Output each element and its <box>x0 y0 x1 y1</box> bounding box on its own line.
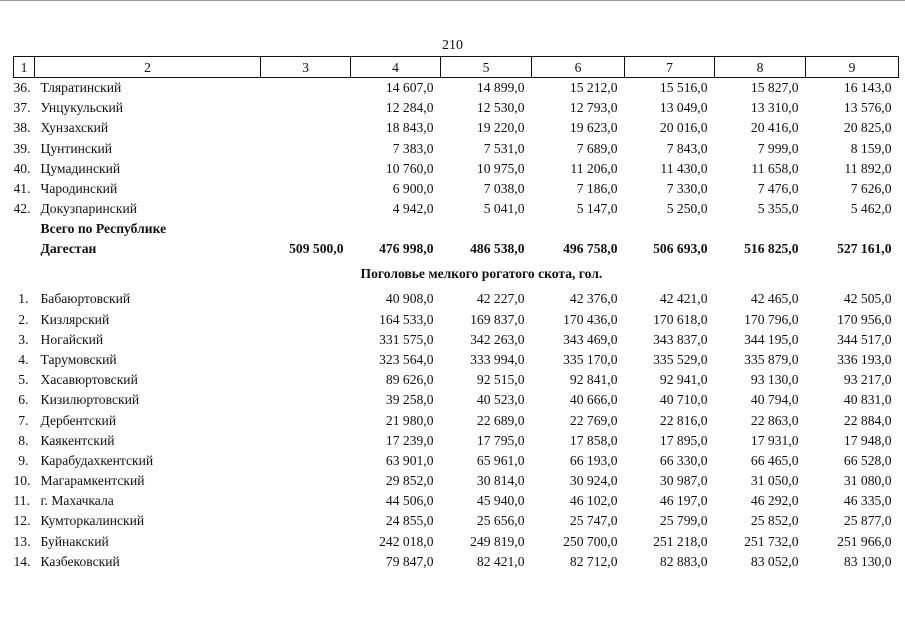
value-cell <box>261 532 351 552</box>
value-cell <box>261 179 351 199</box>
row-number: 40. <box>13 160 31 176</box>
value-cell: 170 618,0 <box>653 311 708 327</box>
district-name: Тарумовский <box>40 351 117 367</box>
section-title: Поголовье мелкого рогатого скота, гол. <box>360 266 603 282</box>
value-cell: 17 858,0 <box>569 432 618 448</box>
table-row <box>14 98 899 118</box>
table-row <box>14 330 899 350</box>
value-cell: 5 041,0 <box>483 201 525 217</box>
value-cell: 42 421,0 <box>659 291 708 307</box>
value-cell: 13 310,0 <box>750 100 799 116</box>
table-row <box>14 370 899 390</box>
row-number: 39. <box>13 140 31 156</box>
value-cell <box>261 511 351 531</box>
total-value: 506 693,0 <box>653 241 708 257</box>
value-cell <box>261 159 351 179</box>
row-number: 4. <box>18 351 29 367</box>
value-cell: 82 712,0 <box>569 553 618 569</box>
value-cell <box>261 431 351 451</box>
table-row <box>14 350 899 370</box>
column-header: 5 <box>441 57 532 78</box>
value-cell: 82 421,0 <box>476 553 525 569</box>
total-label-line2: Дагестан <box>40 241 97 257</box>
value-cell <box>261 350 351 370</box>
row-number: 13. <box>13 533 31 549</box>
section-spacer <box>14 259 261 289</box>
value-cell: 11 430,0 <box>660 160 708 176</box>
value-cell <box>261 390 351 410</box>
value-cell: 14 899,0 <box>476 80 525 96</box>
value-cell: 20 016,0 <box>659 120 708 136</box>
value-cell: 170 956,0 <box>837 311 892 327</box>
value-cell: 22 816,0 <box>659 412 708 428</box>
value-cell: 335 879,0 <box>744 351 799 367</box>
row-number: 9. <box>18 452 29 468</box>
value-cell: 343 837,0 <box>653 331 708 347</box>
value-cell: 335 170,0 <box>563 351 618 367</box>
row-number: 36. <box>13 80 31 96</box>
value-cell: 83 130,0 <box>843 553 892 569</box>
scan-top-edge <box>0 0 905 1</box>
value-cell: 15 212,0 <box>569 80 618 96</box>
value-cell <box>261 370 351 390</box>
district-name: Магарамкентский <box>40 473 145 489</box>
value-cell: 336 193,0 <box>837 351 892 367</box>
row-number: 14. <box>13 553 31 569</box>
value-cell: 19 623,0 <box>569 120 618 136</box>
value-cell <box>261 310 351 330</box>
district-name: Чародинский <box>40 181 118 197</box>
column-header: 3 <box>261 57 351 78</box>
district-name: Цумадинский <box>40 160 121 176</box>
value-cell: 29 852,0 <box>385 473 434 489</box>
value-cell: 31 050,0 <box>750 473 799 489</box>
total-value: 509 500,0 <box>289 241 344 257</box>
value-cell: 25 852,0 <box>750 513 799 529</box>
table-row <box>14 289 899 309</box>
value-cell: 30 987,0 <box>659 473 708 489</box>
value-cell: 331 575,0 <box>379 331 434 347</box>
value-cell: 66 465,0 <box>750 452 799 468</box>
value-cell: 16 143,0 <box>843 80 892 96</box>
value-cell: 323 564,0 <box>379 351 434 367</box>
value-cell: 46 292,0 <box>750 493 799 509</box>
table-row <box>14 78 899 99</box>
district-name: Цунтинский <box>40 140 113 156</box>
value-cell: 25 877,0 <box>843 513 892 529</box>
table-row <box>14 511 899 531</box>
column-header: 1 <box>14 57 35 78</box>
district-name: Каякентский <box>40 432 115 448</box>
value-cell: 10 975,0 <box>476 160 525 176</box>
value-cell <box>261 98 351 118</box>
value-cell: 18 843,0 <box>385 120 434 136</box>
table-row <box>14 410 899 430</box>
value-cell: 251 218,0 <box>653 533 708 549</box>
table-row <box>14 431 899 451</box>
value-cell: 342 263,0 <box>470 331 525 347</box>
value-cell: 344 517,0 <box>837 331 892 347</box>
value-cell: 13 049,0 <box>659 100 708 116</box>
value-cell: 7 689,0 <box>576 140 618 156</box>
table-row <box>14 179 899 199</box>
table-row <box>14 451 899 471</box>
district-name: Тляратинский <box>40 80 122 96</box>
value-cell: 63 901,0 <box>385 452 434 468</box>
value-cell: 24 855,0 <box>385 513 434 529</box>
total-value: 476 998,0 <box>379 241 434 257</box>
value-cell: 251 966,0 <box>837 533 892 549</box>
value-cell: 45 940,0 <box>476 493 525 509</box>
column-header: 7 <box>625 57 715 78</box>
value-cell: 42 227,0 <box>476 291 525 307</box>
column-header: 9 <box>806 57 899 78</box>
value-cell: 7 330,0 <box>666 181 708 197</box>
table-row <box>14 390 899 410</box>
value-cell: 13 576,0 <box>843 100 892 116</box>
value-cell: 170 436,0 <box>563 311 618 327</box>
value-cell: 92 941,0 <box>659 372 708 388</box>
value-cell: 15 827,0 <box>750 80 799 96</box>
value-cell: 42 376,0 <box>569 291 618 307</box>
value-cell: 7 186,0 <box>576 181 618 197</box>
value-cell: 92 515,0 <box>476 372 525 388</box>
table-row <box>14 532 899 552</box>
total-row <box>14 219 899 259</box>
district-name: г. Махачкала <box>40 493 114 509</box>
value-cell <box>261 139 351 159</box>
value-cell: 251 732,0 <box>744 533 799 549</box>
value-cell: 7 999,0 <box>757 140 799 156</box>
district-name: Хасавюртовский <box>40 372 138 388</box>
value-cell: 79 847,0 <box>385 553 434 569</box>
value-cell: 46 197,0 <box>659 493 708 509</box>
value-cell: 40 710,0 <box>659 392 708 408</box>
value-cell: 333 994,0 <box>470 351 525 367</box>
value-cell: 11 892,0 <box>844 160 892 176</box>
value-cell: 17 931,0 <box>750 432 799 448</box>
column-header: 4 <box>351 57 441 78</box>
value-cell: 31 080,0 <box>843 473 892 489</box>
table-row <box>14 491 899 511</box>
value-cell: 20 825,0 <box>843 120 892 136</box>
table-row <box>14 471 899 491</box>
value-cell <box>261 410 351 430</box>
value-cell: 42 505,0 <box>843 291 892 307</box>
district-name: Докузпаринский <box>40 201 137 217</box>
row-number: 11. <box>13 493 30 509</box>
value-cell: 66 528,0 <box>843 452 892 468</box>
value-cell: 4 942,0 <box>392 201 434 217</box>
column-header-row <box>14 57 899 78</box>
row-number: 38. <box>13 120 31 136</box>
table-row <box>14 159 899 179</box>
district-name: Унцукульский <box>40 100 124 116</box>
value-cell: 22 769,0 <box>569 412 618 428</box>
value-cell: 66 193,0 <box>569 452 618 468</box>
value-cell: 40 794,0 <box>750 392 799 408</box>
total-label-line1: Всего по Республике <box>40 221 167 237</box>
value-cell: 40 666,0 <box>569 392 618 408</box>
column-header: 2 <box>35 57 261 78</box>
value-cell: 6 900,0 <box>392 181 434 197</box>
row-number: 8. <box>18 432 29 448</box>
value-cell: 7 476,0 <box>757 181 799 197</box>
district-name: Кизилюртовский <box>40 392 140 408</box>
value-cell: 83 052,0 <box>750 553 799 569</box>
total-value: 496 758,0 <box>563 241 618 257</box>
value-cell: 12 284,0 <box>385 100 434 116</box>
value-cell: 170 796,0 <box>744 311 799 327</box>
value-cell: 5 147,0 <box>576 201 618 217</box>
value-cell: 249 819,0 <box>470 533 525 549</box>
value-cell: 15 516,0 <box>659 80 708 96</box>
table-row <box>14 552 899 572</box>
value-cell: 93 217,0 <box>843 372 892 388</box>
district-name: Карабудахкентский <box>40 452 154 468</box>
value-cell: 30 814,0 <box>476 473 525 489</box>
value-cell: 12 530,0 <box>476 100 525 116</box>
value-cell: 14 607,0 <box>385 80 434 96</box>
table-row <box>14 118 899 138</box>
value-cell <box>261 289 351 309</box>
row-number: 41. <box>13 181 31 197</box>
district-name: Буйнакский <box>40 533 109 549</box>
row-number: 12. <box>13 513 31 529</box>
value-cell: 66 330,0 <box>659 452 708 468</box>
section-heading-row <box>14 259 899 289</box>
total-label <box>35 219 261 259</box>
value-cell <box>261 330 351 350</box>
value-cell: 7 038,0 <box>483 181 525 197</box>
value-cell: 343 469,0 <box>563 331 618 347</box>
value-cell: 10 760,0 <box>385 160 434 176</box>
value-cell <box>261 199 351 219</box>
value-cell: 17 239,0 <box>385 432 434 448</box>
value-cell: 8 159,0 <box>850 140 892 156</box>
value-cell: 25 799,0 <box>659 513 708 529</box>
value-cell: 25 656,0 <box>476 513 525 529</box>
page-number: 210 <box>442 38 463 53</box>
district-name: Кизлярский <box>40 311 110 327</box>
value-cell <box>261 78 351 99</box>
value-cell: 93 130,0 <box>750 372 799 388</box>
value-cell: 17 895,0 <box>659 432 708 448</box>
value-cell: 40 523,0 <box>476 392 525 408</box>
column-header: 8 <box>715 57 806 78</box>
district-name: Хунзахский <box>40 120 109 136</box>
row-number: 7. <box>18 412 29 428</box>
row-number: 10. <box>13 473 31 489</box>
total-value: 486 538,0 <box>470 241 525 257</box>
value-cell <box>261 491 351 511</box>
livestock-table <box>13 56 899 572</box>
value-cell: 169 837,0 <box>470 311 525 327</box>
value-cell: 7 843,0 <box>666 140 708 156</box>
value-cell: 89 626,0 <box>385 372 434 388</box>
value-cell: 25 747,0 <box>569 513 618 529</box>
value-cell: 335 529,0 <box>653 351 708 367</box>
district-name: Кумторкалинский <box>40 513 145 529</box>
total-value: 516 825,0 <box>744 241 799 257</box>
value-cell: 7 531,0 <box>483 140 525 156</box>
value-cell <box>261 118 351 138</box>
row-number: 42. <box>13 201 31 217</box>
row-number: 37. <box>13 100 31 116</box>
value-cell: 44 506,0 <box>385 493 434 509</box>
value-cell <box>261 471 351 491</box>
value-cell: 344 195,0 <box>744 331 799 347</box>
row-number: 5. <box>18 372 29 388</box>
value-cell: 30 924,0 <box>569 473 618 489</box>
value-cell: 46 102,0 <box>569 493 618 509</box>
value-cell: 82 883,0 <box>659 553 708 569</box>
value-cell: 17 948,0 <box>843 432 892 448</box>
value-cell: 242 018,0 <box>379 533 434 549</box>
value-cell: 22 863,0 <box>750 412 799 428</box>
row-number: 3. <box>18 331 29 347</box>
value-cell: 17 795,0 <box>476 432 525 448</box>
value-cell: 11 658,0 <box>751 160 799 176</box>
district-name: Бабаюртовский <box>40 291 131 307</box>
table-row <box>14 139 899 159</box>
table-row <box>14 310 899 330</box>
row-number: 6. <box>18 392 29 408</box>
value-cell: 7 626,0 <box>850 181 892 197</box>
row-number: 1. <box>18 291 29 307</box>
column-header: 6 <box>532 57 625 78</box>
table-row <box>14 199 899 219</box>
row-number: 2. <box>18 311 29 327</box>
value-cell: 12 793,0 <box>569 100 618 116</box>
value-cell: 5 250,0 <box>666 201 708 217</box>
district-name: Казбековский <box>40 553 120 569</box>
value-cell: 92 841,0 <box>569 372 618 388</box>
value-cell: 5 462,0 <box>850 201 892 217</box>
value-cell: 65 961,0 <box>476 452 525 468</box>
value-cell: 20 416,0 <box>750 120 799 136</box>
value-cell <box>261 451 351 471</box>
value-cell: 5 355,0 <box>757 201 799 217</box>
value-cell: 164 533,0 <box>379 311 434 327</box>
value-cell: 250 700,0 <box>563 533 618 549</box>
value-cell: 7 383,0 <box>392 140 434 156</box>
value-cell: 40 831,0 <box>843 392 892 408</box>
value-cell <box>261 552 351 572</box>
district-name: Дербентский <box>40 412 117 428</box>
value-cell: 46 335,0 <box>843 493 892 509</box>
value-cell: 11 206,0 <box>570 160 618 176</box>
value-cell: 22 689,0 <box>476 412 525 428</box>
value-cell: 39 258,0 <box>385 392 434 408</box>
value-cell: 21 980,0 <box>385 412 434 428</box>
value-cell: 40 908,0 <box>385 291 434 307</box>
value-cell: 42 465,0 <box>750 291 799 307</box>
value-cell: 22 884,0 <box>843 412 892 428</box>
district-name: Ногайский <box>40 331 104 347</box>
value-cell: 19 220,0 <box>476 120 525 136</box>
total-value: 527 161,0 <box>837 241 892 257</box>
row-number <box>14 219 35 259</box>
